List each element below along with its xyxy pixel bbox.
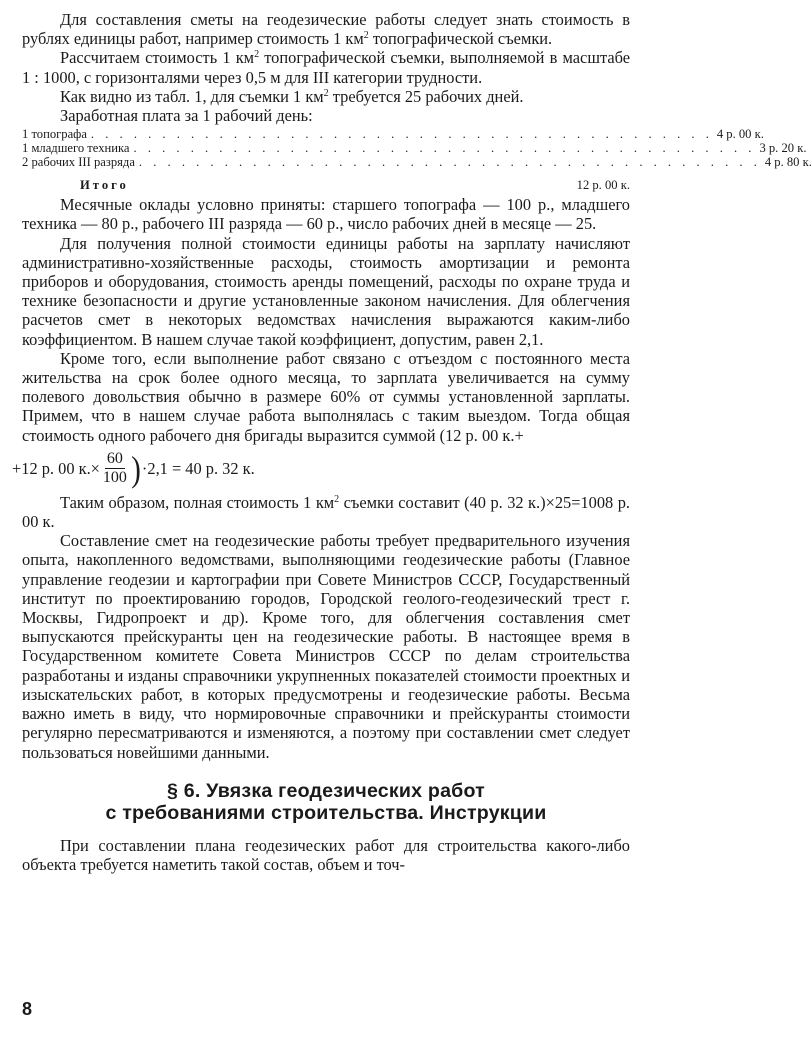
leader-dots: . . . . . . . . . . . . . . . . . . . . . . . . . . . . . . . . . . . . . . . . . . . . xyxy=(90,127,713,142)
wage-row-amount: 4 р. 80 к. xyxy=(764,155,812,170)
section-heading: § 6. Увязка геодезических работ с требованиями строительства. Инструкции xyxy=(105,779,547,824)
paragraph-planning: При составлении плана геодезических работ для строительства какого-либо объекта требуется наметить такой состав, объем и точ- xyxy=(22,835,630,874)
wage-total-amount: 12 р. 00 к. xyxy=(576,178,630,193)
paragraph-estimate-intro: Для составления сметы на геодезические работы следует знать стоимость в рублях единицы работ, например стоимость 1 $км^2$ топографической съемки. xyxy=(22,10,630,49)
formula xyxy=(12,447,630,491)
wage-total-label: Итого xyxy=(80,178,129,193)
wage-total-row xyxy=(22,178,630,192)
paragraph-overheads: Для получения полной стоимости единицы работы на зарплату начисляют административно-хозяйственные расходы, стоимость амортизации и ремонта приборов и оборудования, стоимость аренды помещений, расходы по охране труда и технике безопасности и другие установленные законом начисления. Для облегчения расчетов смет в некоторых ведомствах начисления выражаются каким-либо коэффициентом. В нашем случае такой коэффициент, допустим, равен 2,1. xyxy=(22,233,630,349)
wage-row xyxy=(22,141,807,156)
paragraph-field-allowance: Кроме того, если выполнение работ связано с отъездом с постоянного места жительства на срок более одного месяца, то зарплата увеличивается на сумму полевого довольствия обычно в размере 60% от суммы установленной зарплаты. Примем, что в нашем случае работа выполнялась с таким выездом. Тогда общая стоимость одного рабочего дня бригады выразится суммой (12 р. 00 к.+ xyxy=(22,348,630,445)
wage-row-amount: 3 р. 20 к. xyxy=(759,141,807,156)
leader-dots: . . . . . . . . . . . . . . . . . . . . . . . . . . . . . . . . . . . . . . . . . . . . xyxy=(133,141,756,156)
fraction-numerator: 60 xyxy=(106,450,123,468)
formula-tail: ·2,1 = 40 р. 32 к. xyxy=(141,459,255,479)
formula-lead: +12 р. 00 к.× xyxy=(12,459,100,479)
wage-list xyxy=(22,127,812,170)
superscript-square: 2 xyxy=(334,493,340,505)
fraction-denominator: 100 xyxy=(102,469,127,487)
wage-row-label: 1 младшего техника xyxy=(22,141,130,156)
superscript-square: 2 xyxy=(363,30,369,42)
wage-row-label: 2 рабочих III разряда xyxy=(22,155,135,170)
wage-row xyxy=(22,155,812,170)
wage-row-label: 1 топографа xyxy=(22,127,87,142)
wage-row-amount: 4 р. 00 к. xyxy=(716,127,764,142)
paragraph-total-cost: Таким образом, полная стоимость 1 $км^2$ съемки составит (40 р. 32 к.)×25=1008 р. 00 к. xyxy=(22,492,630,532)
paragraph-table-ref: Как видно из табл. 1, для съемки 1 $км^2$ требуется 25 рабочих дней. xyxy=(60,86,524,106)
formula-fraction xyxy=(101,450,129,487)
paragraph-estimates-experience: Составление смет на геодезические работы требует предварительного изучения опыта, накопленного ведомствами, выполняющими геодезические работы (Главное управление геодезии и картографии при Совете Министров СССР, Государственный институт по проектированию городов, Городской геолого-геодезический трест г. Москвы, Гидропроект и др). Кроме того, для облегчения составления смет выпускаются прейскуранты цен на геодезические работы. В настоящее время в Государственном комитете Совета Министров СССР по делам строительства разработаны и изданы справочники укрупненных показателей стоимости проектных и изыскательских работ, в которых предусмотрены и геодезические работы. Весьма важно иметь в виду, что нормировочные справочники и прейскуранты стоимости регулярно пересматриваются и изменяются, а поэтому при составлении смет следует пользоваться новейшими данными. xyxy=(22,531,630,762)
closing-paren: ) xyxy=(131,448,141,489)
paragraph-salaries: Месячные оклады условно приняты: старшего топографа — 100 р., младшего техника — 80 р., рабочего III разряда — 60 р., число рабочих дней в месяце — 25. xyxy=(22,195,630,234)
paragraph-wage-heading: Заработная плата за 1 рабочий день: xyxy=(60,106,313,126)
wage-row xyxy=(22,127,764,142)
superscript-square: 2 xyxy=(254,49,260,61)
paragraph-calculation: Рассчитаем стоимость 1 $км^2$ топографической съемки, выполняемой в масштабе 1 : 1000, с горизонталями через 0,5 м для III категории трудности. xyxy=(22,48,630,87)
superscript-square: 2 xyxy=(323,87,329,99)
page-number: 8 xyxy=(22,999,33,1019)
leader-dots: . . . . . . . . . . . . . . . . . . . . . . . . . . . . . . . . . . . . . . . . . . . . xyxy=(138,155,761,170)
